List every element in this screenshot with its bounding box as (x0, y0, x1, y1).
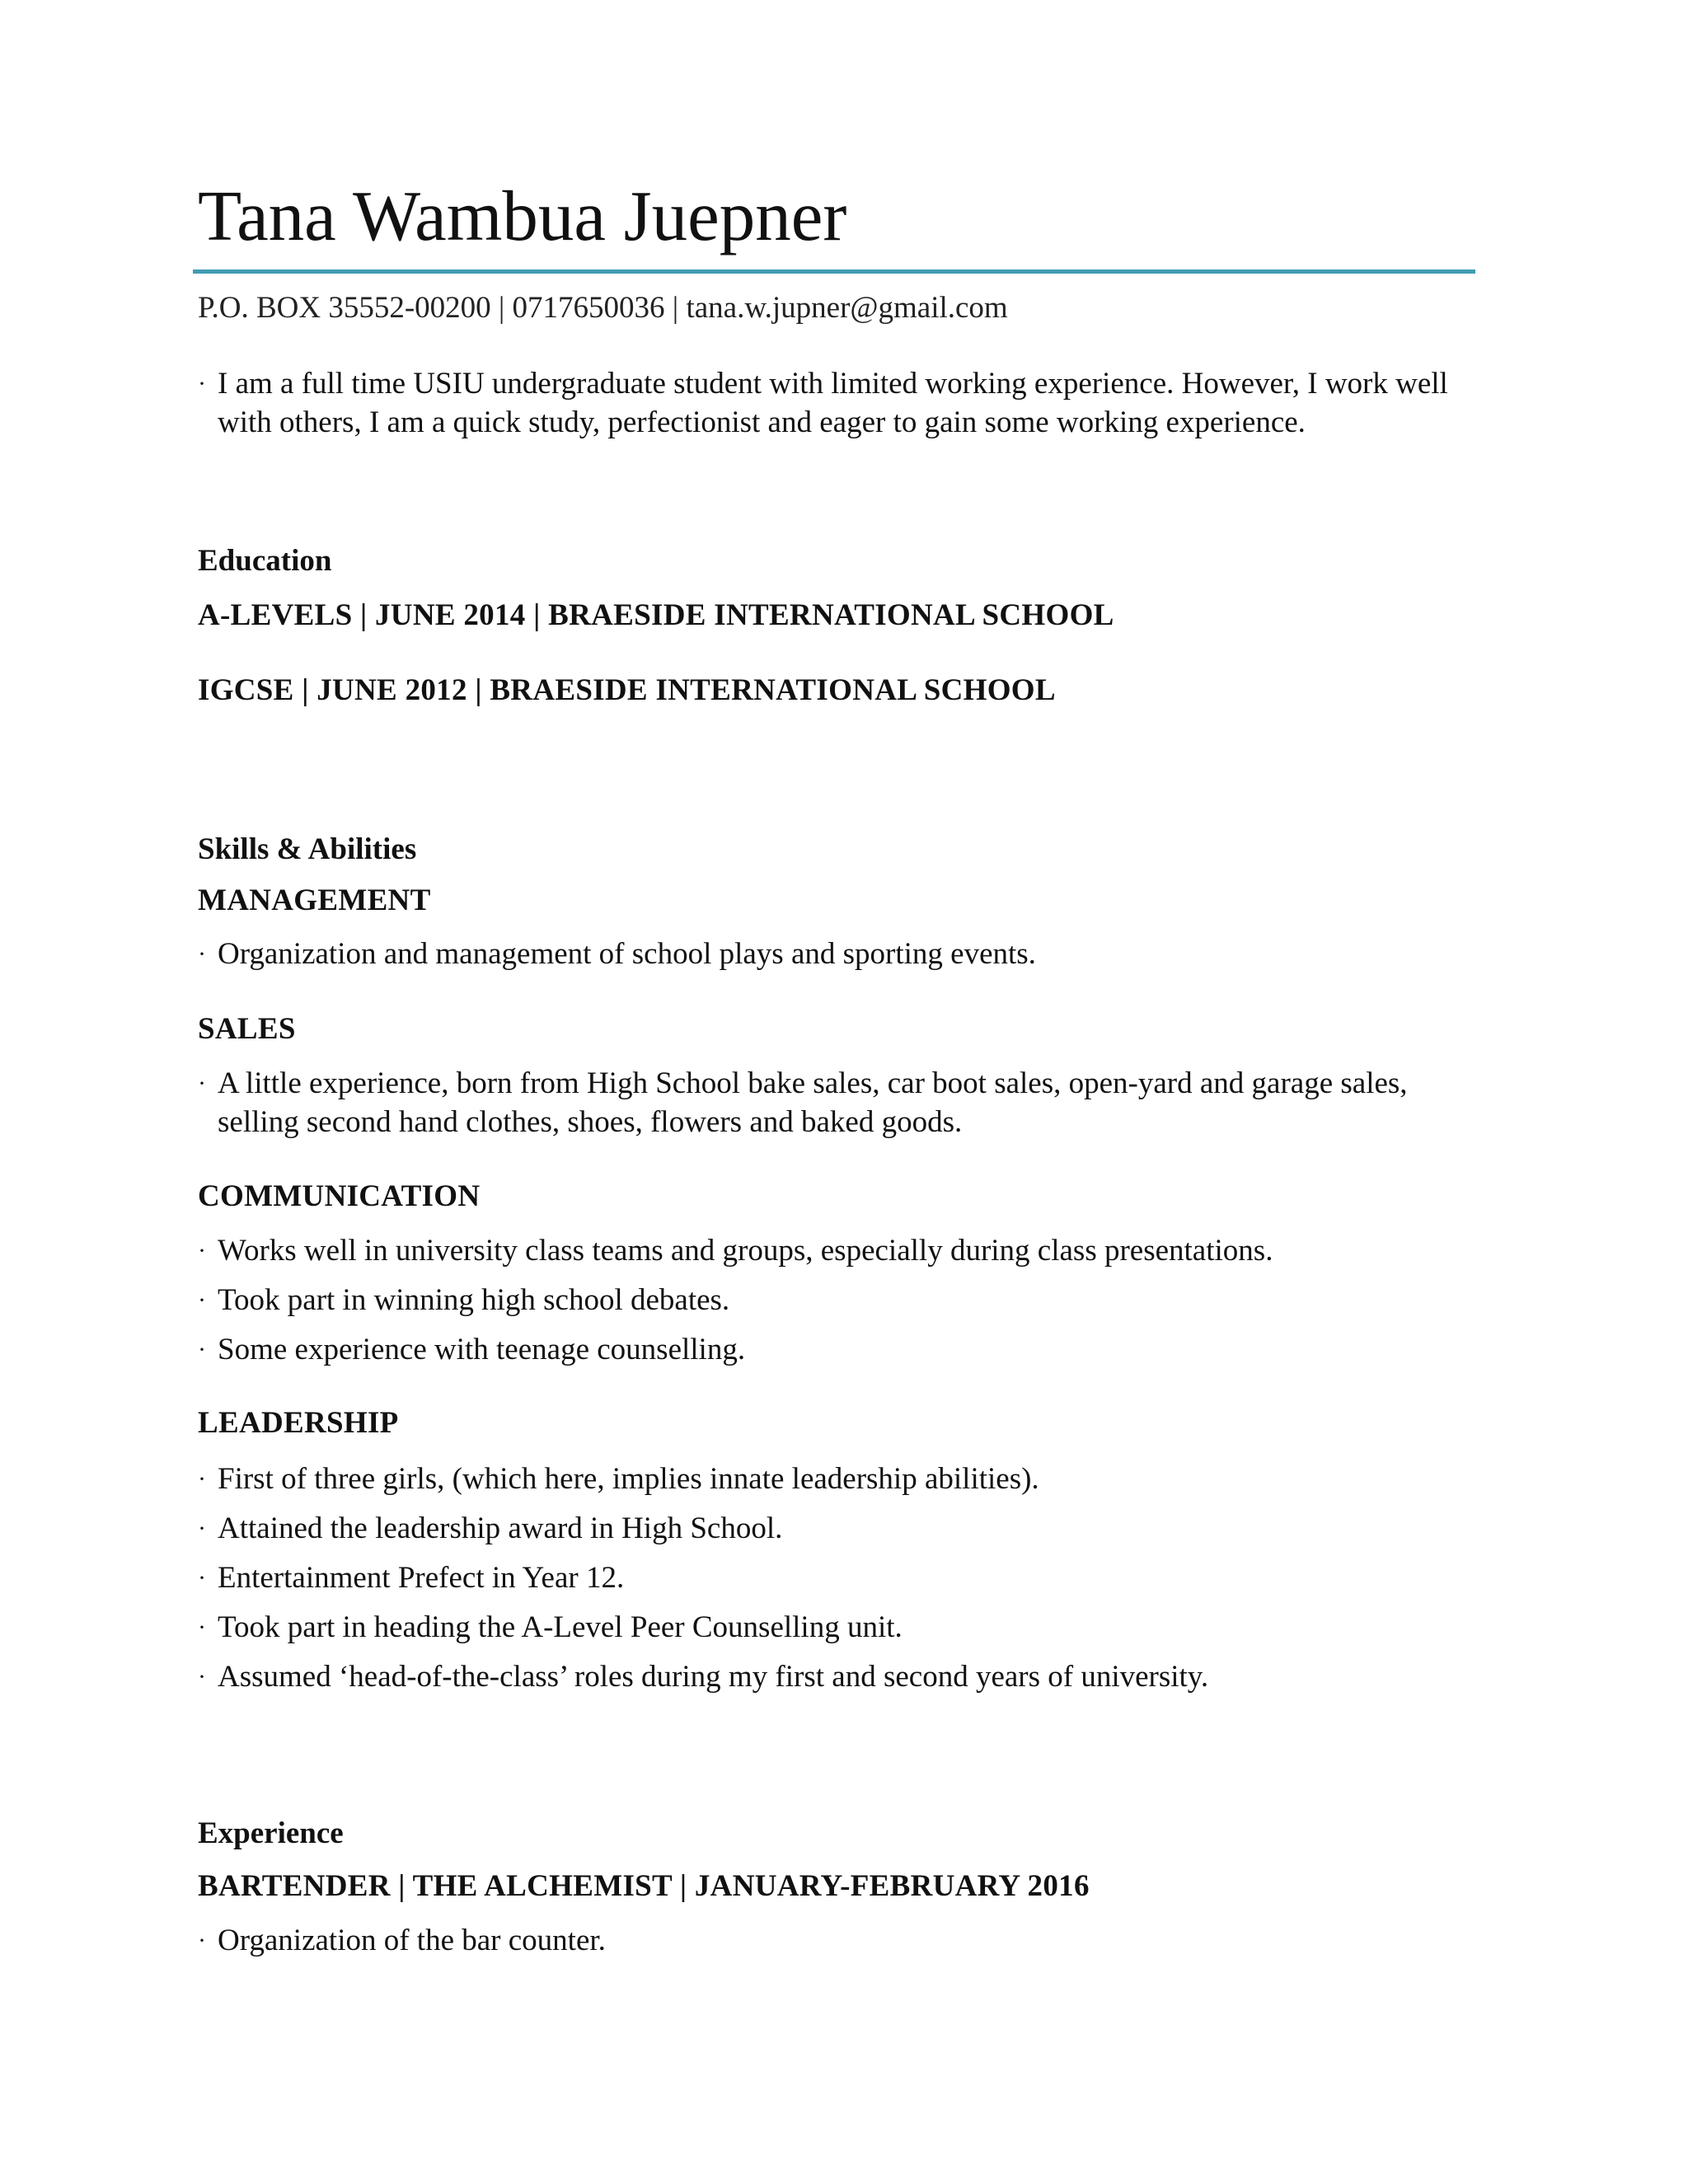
objective-text: I am a full time USIU undergraduate student with limited working experience. However, I work well with others, I am a quick study, perfectionist and eager to gain some working experience. (218, 367, 1448, 439)
experience-entry-list (198, 1921, 1451, 1960)
list-item-text: Took part in winning high school debates. (218, 1283, 730, 1317)
list-item-text: Works well in university class teams and groups, especially during class presentations. (218, 1234, 1273, 1268)
skills-heading: Skills & Abilities (198, 832, 417, 866)
objective-block (198, 364, 1451, 442)
list-item-text: Some experience with teenage counselling. (218, 1333, 746, 1366)
bullet-dot: · (198, 940, 206, 968)
list-item-text: Entertainment Prefect in Year 12. (218, 1561, 625, 1595)
education-heading: Education (198, 544, 332, 578)
list-item (198, 1460, 1451, 1498)
skill-group-title-communication: COMMUNICATION (198, 1179, 481, 1213)
bullet-dot: · (198, 370, 206, 397)
list-item (198, 1921, 1451, 1960)
education-entry-igcse: IGCSE | JUNE 2012 | BRAESIDE INTERNATIONAL SCHOOL (198, 673, 1056, 707)
bullet-dot: · (198, 1070, 206, 1097)
list-item (198, 1231, 1451, 1270)
list-item-text: Organization of the bar counter. (218, 1924, 606, 1957)
skill-group-communication-list (198, 1231, 1451, 1369)
experience-entry-title: BARTENDER | THE ALCHEMIST | JANUARY-FEBRUARY 2016 (198, 1869, 1090, 1903)
bullet-dot: · (198, 1515, 206, 1542)
skill-group-title-management: MANAGEMENT (198, 883, 431, 917)
bullet-dot: · (198, 1663, 206, 1690)
list-item (198, 1558, 1451, 1597)
bullet-dot: · (198, 1286, 206, 1314)
skill-group-sales-list (198, 1064, 1451, 1141)
resume-name: Tana Wambua Juepner (198, 176, 847, 255)
list-item (198, 1281, 1451, 1319)
bullet-dot: · (198, 1336, 206, 1363)
list-item (198, 1608, 1451, 1647)
header-divider (193, 269, 1475, 274)
list-item-text: Assumed ‘head-of-the-class’ roles during my first and second years of university. (218, 1660, 1209, 1694)
bullet-dot: · (198, 1237, 206, 1264)
bullet-dot: · (198, 1564, 206, 1591)
list-item (198, 935, 1451, 973)
list-item-text: Took part in heading the A-Level Peer Counselling unit. (218, 1610, 903, 1644)
list-item-text: Organization and management of school plays and sporting events. (218, 937, 1036, 971)
bullet-dot: · (198, 1614, 206, 1641)
skill-group-leadership-list (198, 1460, 1451, 1696)
experience-heading: Experience (198, 1816, 344, 1850)
education-entry-alevels: A-LEVELS | JUNE 2014 | BRAESIDE INTERNATIONAL SCHOOL (198, 598, 1114, 632)
skill-group-title-sales: SALES (198, 1012, 296, 1046)
list-item (198, 1330, 1451, 1369)
list-item-text: A little experience, born from High School bake sales, car boot sales, open-yard and garage sales, selling second hand clothes, shoes, flowers and baked goods. (218, 1066, 1408, 1139)
list-item (198, 1657, 1451, 1696)
bullet-dot: · (198, 1927, 206, 1954)
list-item (198, 1509, 1451, 1548)
skill-group-management-list (198, 935, 1451, 973)
bullet-dot: · (198, 1465, 206, 1493)
list-item (198, 1064, 1451, 1141)
contact-line: P.O. BOX 35552-00200 | 0717650036 | tana.w.jupner@gmail.com (198, 291, 1008, 325)
list-item-text: First of three girls, (which here, implies innate leadership abilities). (218, 1462, 1039, 1496)
skill-group-title-leadership: LEADERSHIP (198, 1406, 399, 1440)
list-item-text: Attained the leadership award in High School. (218, 1511, 783, 1545)
objective-bullet (198, 364, 1451, 442)
